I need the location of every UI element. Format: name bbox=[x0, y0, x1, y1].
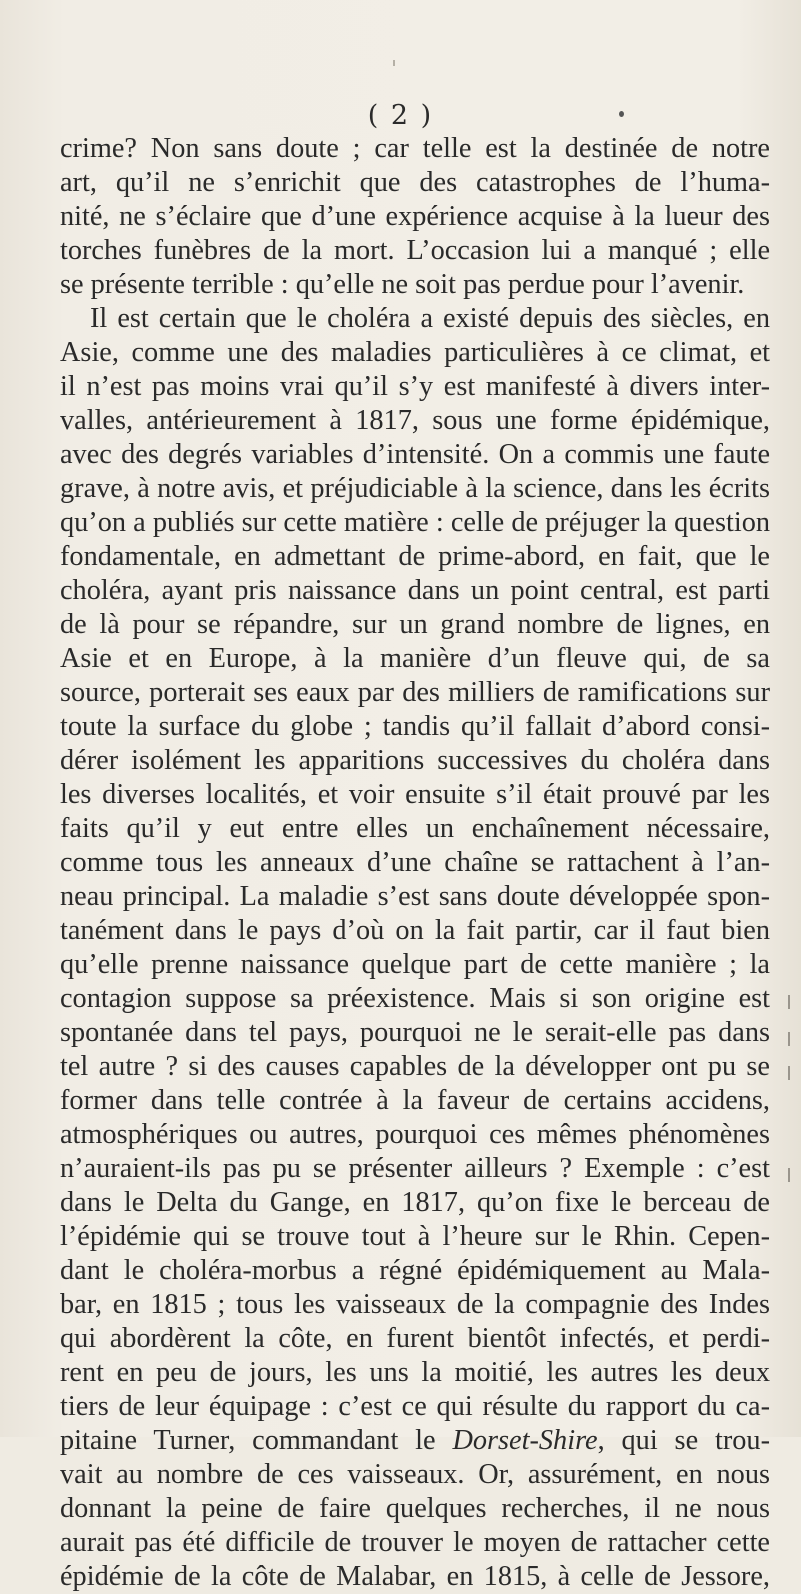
text-line: rent en peu de jours, les uns la moitié, les autres les deux bbox=[60, 1357, 770, 1388]
text-line: qu’on a publiés sur cette matière : celle de préjuger la question bbox=[60, 507, 770, 538]
margin-mark bbox=[788, 995, 790, 1009]
ink-speck bbox=[619, 111, 624, 117]
text-line: art, qu’il ne s’enrichit que des catastrophes de l’huma- bbox=[60, 167, 770, 198]
text-line: crime? Non sans doute ; car telle est la destinée de notre bbox=[60, 133, 770, 164]
text-line: épidémie de la côte de Malabar, en 1815, à celle de Jessore, bbox=[60, 1561, 770, 1592]
margin-mark bbox=[788, 1032, 790, 1046]
body-text bbox=[60, 132, 770, 1594]
margin-mark bbox=[788, 1066, 790, 1080]
text-line: Asie et en Europe, à la manière d’un fleuve qui, de sa bbox=[60, 643, 770, 674]
text-line: tel autre ? si des causes capables de la développer ont pu se bbox=[60, 1051, 770, 1082]
text-line: tanément dans le pays d’où on la fait partir, car il faut bien bbox=[60, 915, 770, 946]
text-line: faits qu’il y eut entre elles un enchaînement nécessaire, bbox=[60, 813, 770, 844]
page-number-header: ( 2 ) bbox=[367, 100, 434, 131]
text-line: valles, antérieurement à 1817, sous une forme épidémique, bbox=[60, 405, 770, 436]
text-line: atmosphériques ou autres, pourquoi ces mêmes phénomènes bbox=[60, 1119, 770, 1150]
text-line: qui abordèrent la côte, en furent bientôt infectés, et perdi- bbox=[60, 1323, 770, 1354]
text-line: vait au nombre de ces vaisseaux. Or, assurément, en nous bbox=[60, 1459, 770, 1490]
text-line: Asie, comme une des maladies particulières à ce climat, et bbox=[60, 337, 770, 368]
text-line: choléra, ayant pris naissance dans un point central, est parti bbox=[60, 575, 770, 606]
text-line: donnant la peine de faire quelques recherches, il ne nous bbox=[60, 1493, 770, 1524]
text-line: spontanée dans tel pays, pourquoi ne le serait-elle pas dans bbox=[60, 1017, 770, 1048]
text-line: dérer isolément les apparitions successives du choléra dans bbox=[60, 745, 770, 776]
text-line: grave, à notre avis, et préjudiciable à la science, dans les écrits bbox=[60, 473, 770, 504]
text-line: il n’est pas moins vrai qu’il s’y est manifesté à divers inter- bbox=[60, 371, 770, 402]
text-line: comme tous les anneaux d’une chaîne se rattachent à l’an- bbox=[60, 847, 770, 878]
text-line: aurait pas été difficile de trouver le moyen de rattacher cette bbox=[60, 1527, 770, 1558]
text-line: bar, en 1815 ; tous les vaisseaux de la compagnie des Indes bbox=[60, 1289, 770, 1320]
text-line: de là pour se répandre, sur un grand nombre de lignes, en bbox=[60, 609, 770, 640]
text-line: nité, ne s’éclaire que d’une expérience acquise à la lueur des bbox=[60, 201, 770, 232]
text-line: se présente terrible : qu’elle ne soit pas perdue pour l’avenir. bbox=[60, 269, 745, 300]
text-line: n’auraient-ils pas pu se présenter ailleurs ? Exemple : c’est bbox=[60, 1153, 770, 1184]
text-line: source, porterait ses eaux par des milliers de ramifications sur bbox=[60, 677, 770, 708]
text-line: dans le Delta du Gange, en 1817, qu’on fixe le berceau de bbox=[60, 1187, 770, 1218]
text-line: qu’elle prenne naissance quelque part de cette manière ; la bbox=[60, 949, 770, 980]
text-line: l’épidémie qui se trouve tout à l’heure sur le Rhin. Cepen- bbox=[60, 1221, 770, 1252]
text-line: Il est certain que le choléra a existé depuis des siècles, en bbox=[90, 303, 770, 334]
text-line: torches funèbres de la mort. L’occasion lui a manqué ; elle bbox=[60, 235, 770, 266]
text-line: neau principal. La maladie s’est sans doute développée spon- bbox=[60, 881, 770, 912]
text-line: pitaine Turner, commandant le Dorset-Shire, qui se trou- bbox=[60, 1425, 770, 1456]
text-line: dant le choléra-morbus a régné épidémiquement au Mala- bbox=[60, 1255, 770, 1286]
margin-mark bbox=[788, 1168, 790, 1182]
ink-mark bbox=[393, 60, 395, 66]
text-line: tiers de leur équipage : c’est ce qui résulte du rapport du ca- bbox=[60, 1391, 770, 1422]
text-line: toute la surface du globe ; tandis qu’il fallait d’abord consi- bbox=[60, 711, 770, 742]
text-line: les diverses localités, et voir ensuite s’il était prouvé par les bbox=[60, 779, 770, 810]
text-line: avec des degrés variables d’intensité. On a commis une faute bbox=[60, 439, 770, 470]
text-line: contagion suppose sa préexistence. Mais si son origine est bbox=[60, 983, 770, 1014]
text-line: former dans telle contrée à la faveur de certains accidens, bbox=[60, 1085, 770, 1116]
text-line: fondamentale, en admettant de prime-abord, en fait, que le bbox=[60, 541, 770, 572]
